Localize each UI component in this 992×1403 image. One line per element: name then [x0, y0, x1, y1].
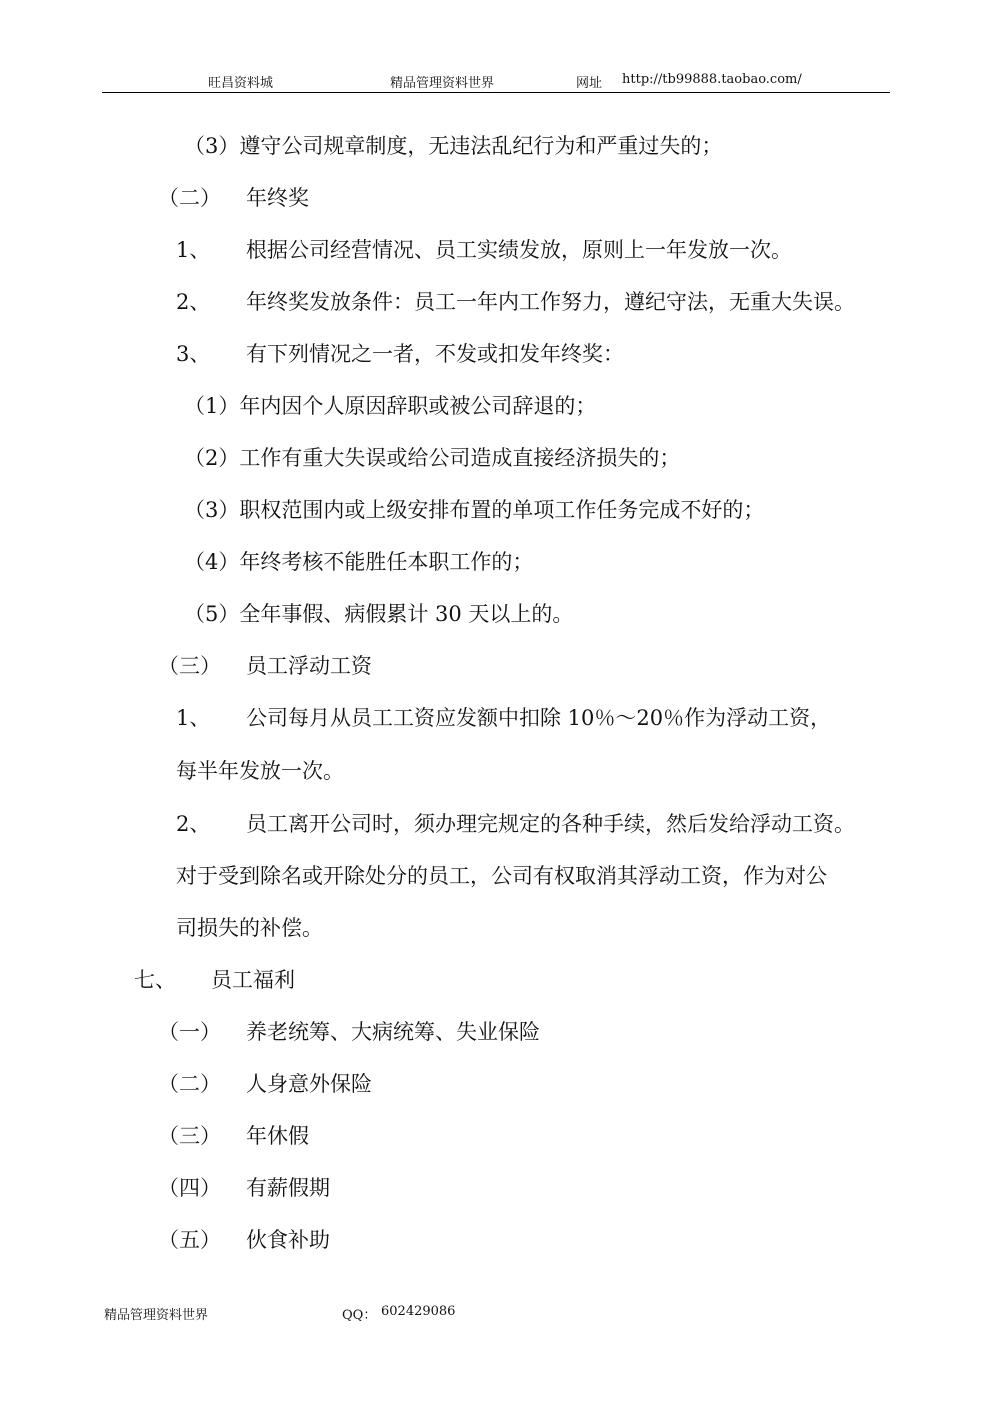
section-title: 人身意外保险 [246, 1072, 372, 1096]
header-divider [102, 92, 890, 93]
sub-item [184, 445, 680, 471]
section-number: （三） [158, 654, 221, 678]
item-number: 2、 [176, 290, 211, 314]
line-text: （2）工作有重大失误或给公司造成直接经济损失的； [184, 446, 681, 470]
line-text: 对于受到除名或开除处分的员工，公司有权取消其浮动工资，作为对公 [176, 864, 827, 888]
header-center-text: 精品管理资料世界 [390, 76, 495, 91]
item-text: 有下列情况之一者，不发或扣发年终奖： [246, 342, 624, 366]
item-number: 3、 [176, 342, 211, 366]
section-number: （二） [158, 186, 221, 210]
header-url-label: 网址 [576, 76, 603, 91]
section-title: 员工浮动工资 [246, 654, 372, 678]
footer-qq-number: 602429086 [381, 1304, 456, 1319]
line-text: 每半年发放一次。 [176, 759, 344, 783]
item-number: 1、 [176, 706, 211, 730]
section-title: 有薪假期 [246, 1176, 330, 1200]
section-title: 养老统筹、大病统筹、失业保险 [246, 1020, 540, 1044]
sub-item [184, 393, 596, 419]
sub-item [184, 601, 573, 627]
section-title: 年终奖 [246, 186, 309, 210]
section-number: （二） [158, 1072, 221, 1096]
item-number: 1、 [176, 238, 211, 262]
item-text: 根据公司经营情况、员工实绩发放，原则上一年发放一次。 [246, 238, 792, 262]
item-number: 2、 [176, 812, 211, 836]
section-number: （五） [158, 1228, 221, 1252]
line-text: （3）职权范围内或上级安排布置的单项工作任务完成不好的； [184, 498, 765, 522]
section-number: （四） [158, 1176, 221, 1200]
chapter-title: 员工福利 [211, 968, 295, 992]
footer-left-text: 精品管理资料世界 [104, 1308, 209, 1323]
section-number: （一） [158, 1020, 221, 1044]
item-text: 公司每月从员工工资应发额中扣除 10％～20％作为浮动工资， [246, 706, 832, 730]
sub-item [184, 549, 533, 575]
header-left-text: 旺昌资料城 [208, 76, 274, 91]
item-text: 年终奖发放条件：员工一年内工作努力，遵纪守法，无重大失误。 [246, 290, 855, 314]
section-title: 年休假 [246, 1124, 309, 1148]
line-text: 司损失的补偿。 [176, 916, 323, 940]
sub-item [184, 497, 764, 523]
section-number: （三） [158, 1124, 221, 1148]
body-line [184, 133, 722, 159]
continuation-line [176, 915, 323, 941]
line-text: （1）年内因个人原因辞职或被公司辞退的； [184, 394, 597, 418]
footer-qq-label: QQ： [342, 1308, 377, 1323]
section-title: 伙食补助 [246, 1228, 330, 1252]
continuation-line [176, 758, 344, 784]
continuation-line [176, 863, 827, 889]
line-text: （4）年终考核不能胜任本职工作的； [184, 550, 534, 574]
chapter-number: 七、 [134, 968, 176, 992]
line-text: （5）全年事假、病假累计 30 天以上的。 [184, 602, 574, 626]
header-url-link[interactable]: http://tb99888.taobao.com/ [622, 72, 802, 87]
item-text: 员工离开公司时，须办理完规定的各种手续，然后发给浮动工资。 [246, 812, 855, 836]
line-text: （3）遵守公司规章制度，无违法乱纪行为和严重过失的； [184, 134, 723, 158]
